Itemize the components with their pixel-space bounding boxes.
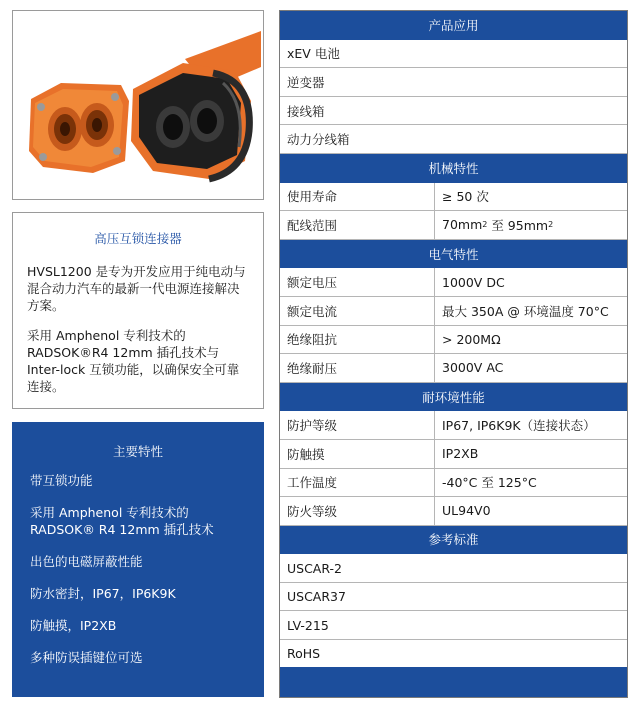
application-value: 动力分线箱 — [287, 132, 350, 148]
section-header-electrical: 电气特性 — [280, 240, 627, 269]
standard-value: LV-215 — [287, 617, 329, 633]
feature-item: 出色的电磁屏蔽性能 — [30, 554, 143, 569]
spec-label: 绝缘阻抗 — [280, 326, 435, 354]
feature-item: 带互锁功能 — [30, 473, 93, 488]
spec-label: 额定电压 — [280, 268, 435, 296]
application-row — [280, 68, 627, 97]
description-title: 高压互锁连接器 — [94, 231, 182, 246]
environmental-row — [280, 469, 627, 498]
application-value: 逆变器 — [287, 74, 325, 90]
mechanical-row — [280, 183, 627, 212]
feature-item: 采用 Amphenol 专利技术的 RADSOK® R4 12mm 插孔技术 — [30, 505, 214, 537]
application-row — [280, 97, 627, 126]
spec-value: UL94V0 — [442, 503, 491, 519]
section-header-mechanical: 机械特性 — [280, 154, 627, 183]
wire-range-value — [435, 211, 627, 239]
mechanical-row — [280, 211, 627, 240]
table-footer-bar — [280, 667, 627, 697]
spec-value: 1000V DC — [442, 274, 505, 290]
electrical-row — [280, 297, 627, 326]
wire-range-min: 70mm — [442, 217, 483, 233]
section-header-applications: 产品应用 — [280, 11, 627, 40]
spec-value: 3000V AC — [442, 360, 504, 376]
receptacle-connector-image — [29, 83, 129, 173]
features-panel — [12, 422, 264, 697]
spec-value: > 200MΩ — [442, 331, 501, 347]
wire-range-max: 至 95mm — [487, 217, 549, 233]
standard-row — [280, 583, 627, 612]
spec-label: 绝缘耐压 — [280, 354, 435, 382]
spec-label: 配线范围 — [280, 211, 435, 239]
feature-item: 防水密封，IP67，IP6K9K — [30, 586, 176, 601]
electrical-row — [280, 326, 627, 355]
spec-value: ≥ 50 次 — [442, 189, 489, 205]
standard-value: USCAR-2 — [287, 560, 343, 576]
electrical-row — [280, 354, 627, 383]
connector-illustration — [13, 11, 263, 199]
spec-table — [279, 10, 628, 698]
environmental-row — [280, 497, 627, 526]
spec-value: 最大 350A @ 环境温度 70°C — [442, 303, 609, 319]
environmental-row — [280, 411, 627, 440]
environmental-row — [280, 440, 627, 469]
description-paragraph-2: 采用 Amphenol 专利技术的 RADSOK®R4 12mm 插孔技术与 Inter-lock 互锁功能，以确保安全可靠连接。 — [27, 328, 240, 394]
application-row — [280, 40, 627, 69]
wire-range-min-sup: 2 — [482, 220, 488, 230]
wire-range-max-sup: 2 — [548, 220, 554, 230]
spec-label: 防护等级 — [280, 411, 435, 439]
spec-label: 使用寿命 — [280, 183, 435, 211]
description-paragraph-1: HVSL1200 是专为开发应用于纯电动与混合动力汽车的最新一代电源连接解决方案。 — [27, 264, 246, 313]
feature-item: 防触摸，IP2XB — [30, 618, 117, 633]
application-row — [280, 125, 627, 154]
spec-label: 工作温度 — [280, 469, 435, 497]
spec-label: 额定电流 — [280, 297, 435, 325]
standard-row — [280, 611, 627, 640]
section-header-standards: 参考标准 — [280, 526, 627, 555]
spec-value: IP2XB — [442, 446, 479, 462]
product-photo — [12, 10, 264, 200]
spec-label: 防火等级 — [280, 497, 435, 525]
electrical-row — [280, 268, 627, 297]
features-title: 主要特性 — [112, 444, 163, 459]
application-value: 接线箱 — [287, 103, 325, 119]
spec-value: IP67, IP6K9K（连接状态） — [442, 418, 596, 434]
standard-row — [280, 640, 627, 669]
spec-label: 防触摸 — [280, 440, 435, 468]
standard-value: USCAR37 — [287, 589, 346, 605]
description-panel — [12, 212, 264, 409]
spec-value: -40°C 至 125°C — [442, 475, 537, 491]
section-header-environmental: 耐环境性能 — [280, 383, 627, 412]
application-value: xEV 电池 — [287, 46, 340, 62]
standard-value: RoHS — [287, 646, 321, 662]
feature-item: 多种防误插键位可选 — [30, 650, 143, 665]
standard-row — [280, 554, 627, 583]
